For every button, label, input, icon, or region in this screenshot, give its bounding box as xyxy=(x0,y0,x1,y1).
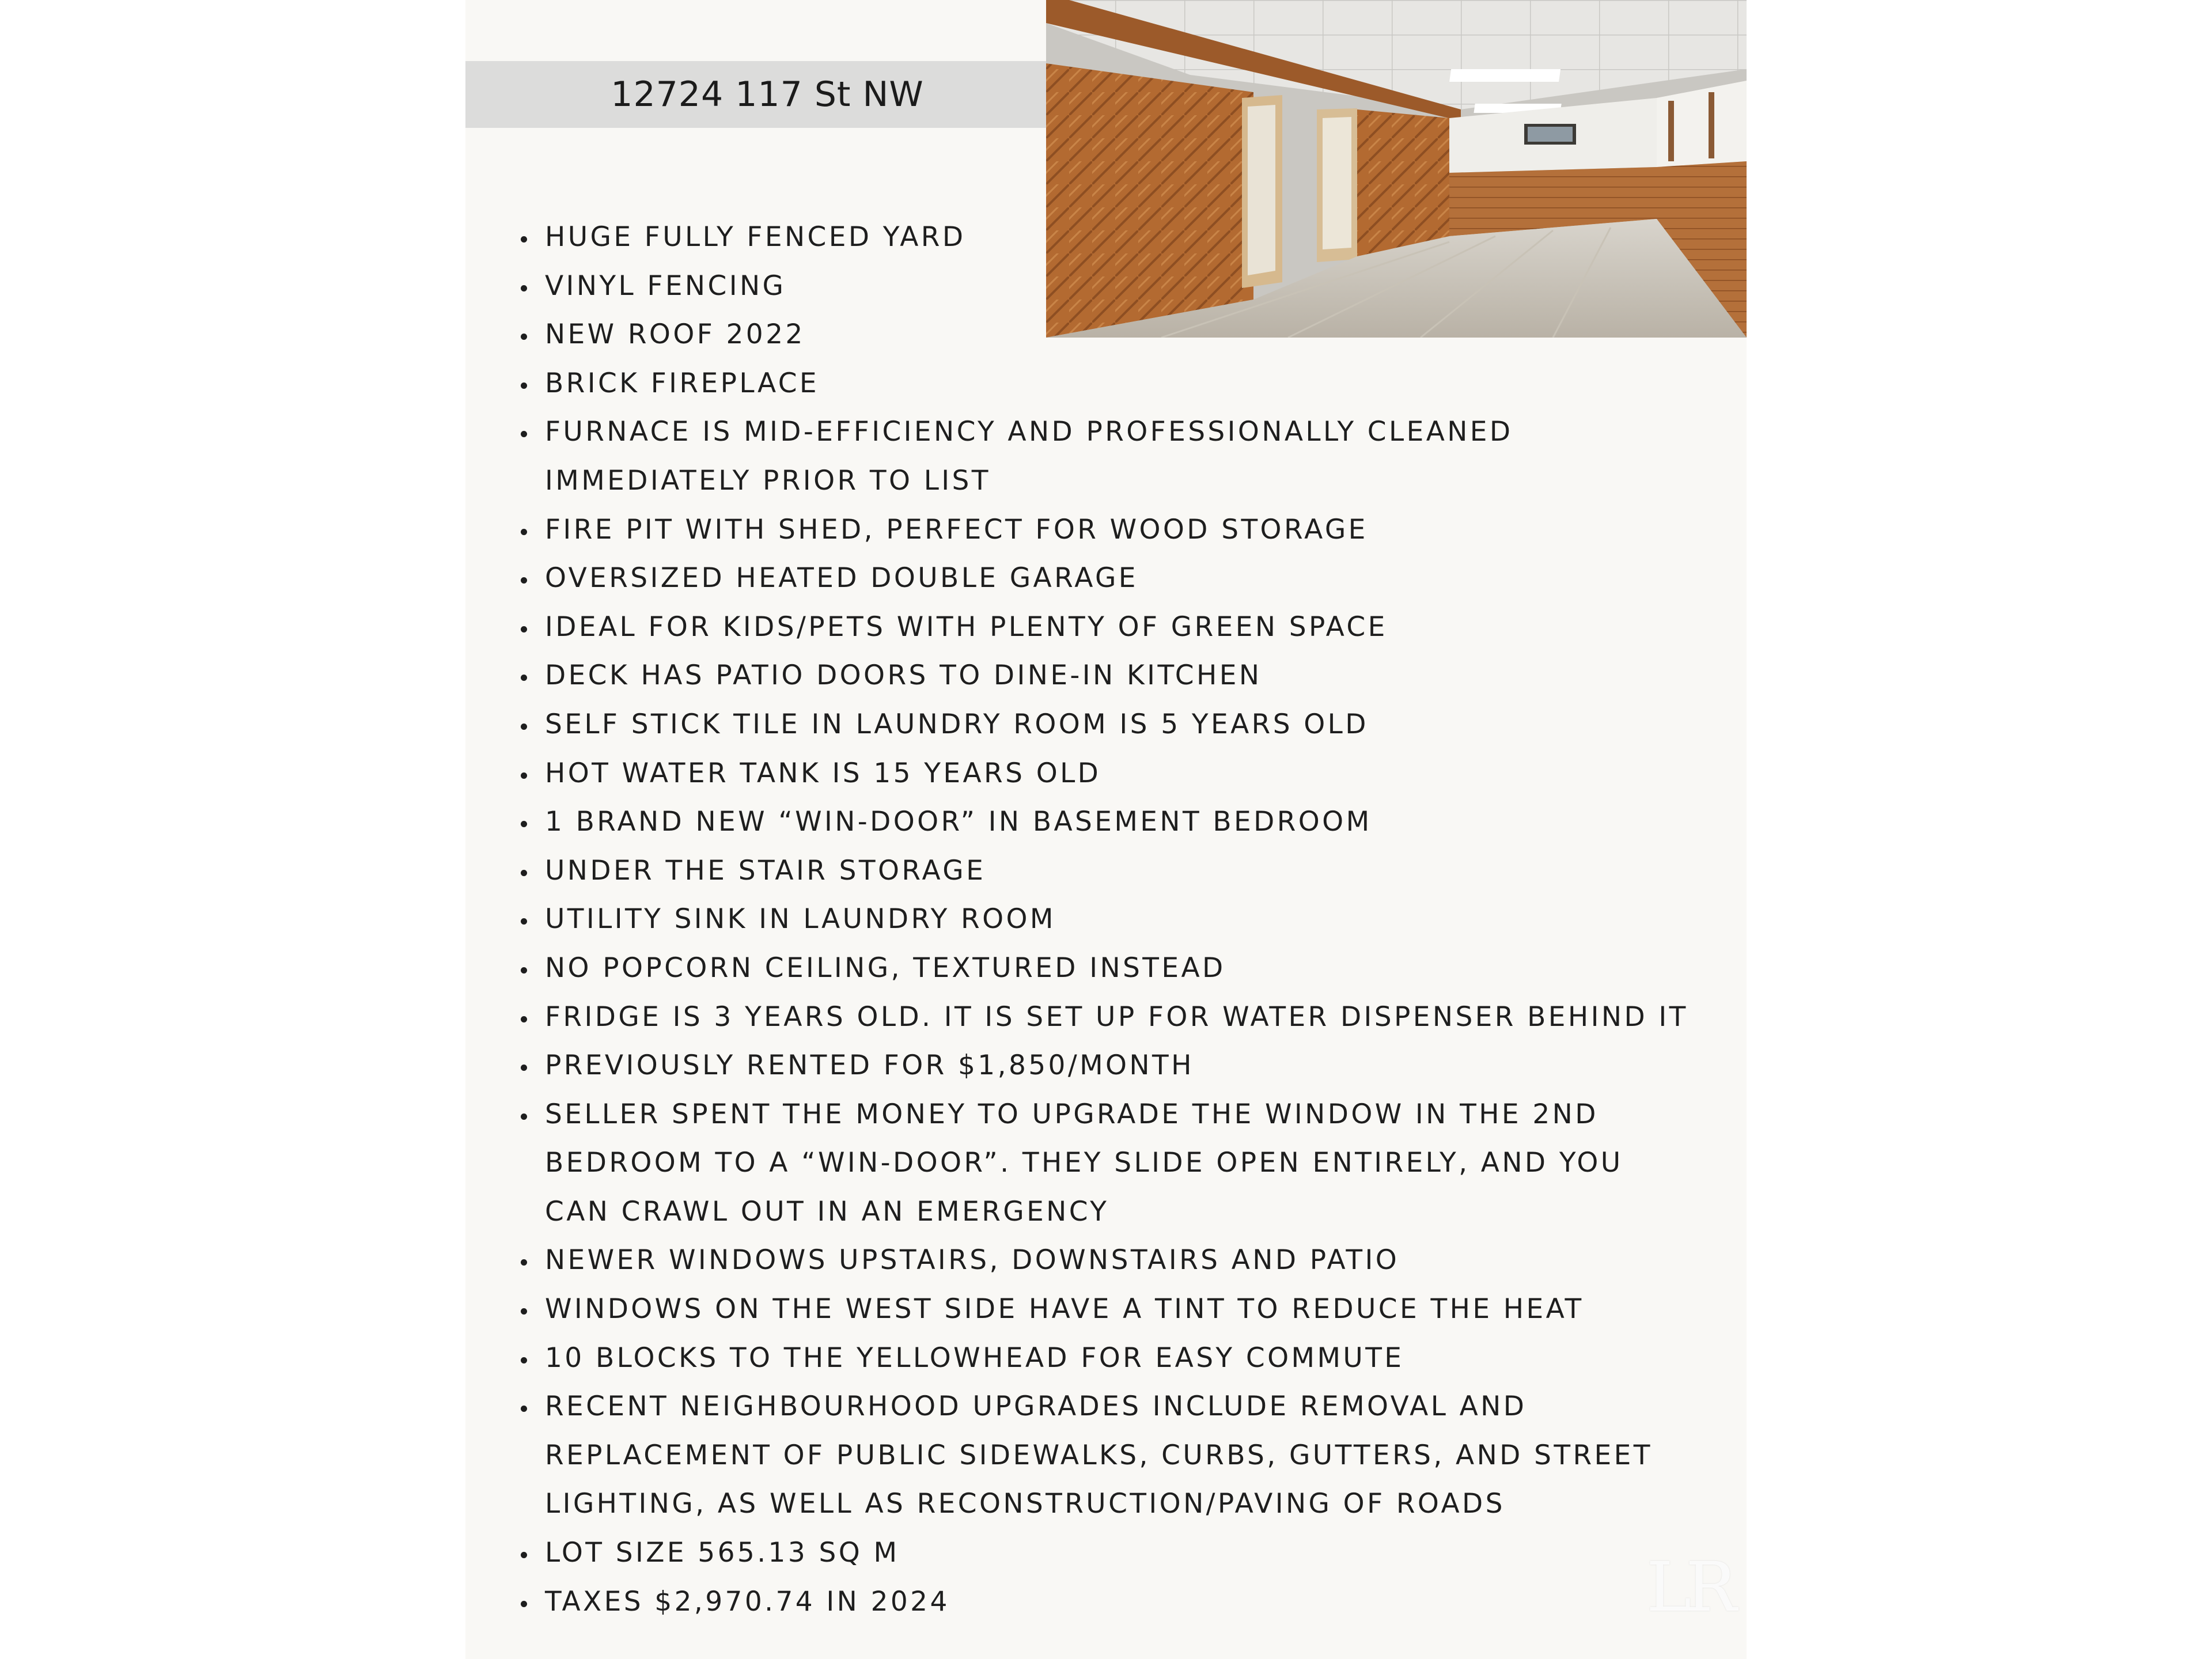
feature-item: BRICK FIREPLACE xyxy=(518,359,1728,408)
brokerage-logo-watermark xyxy=(1646,1545,1730,1629)
feature-item: PREVIOUSLY RENTED FOR $1,850/MONTH xyxy=(518,1041,1728,1090)
address-banner xyxy=(465,61,1046,128)
feature-item: 1 BRAND NEW “WIN-DOOR” IN BASEMENT BEDROOM xyxy=(518,798,1728,847)
feature-item: SELF STICK TILE IN LAUNDRY ROOM IS 5 YEARS OLD xyxy=(518,700,1728,749)
feature-item: NEW ROOF 2022 xyxy=(518,310,1728,359)
feature-item: RECENT NEIGHBOURHOOD UPGRADES INCLUDE REMOVAL AND REPLACEMENT OF PUBLIC SIDEWALKS, CURBS, GUTTERS, AND STREET LIGHTING, AS WELL AS RECONSTRUCTION/PAVING OF ROADS xyxy=(518,1382,1728,1529)
feature-item: WINDOWS ON THE WEST SIDE HAVE A TINT TO REDUCE THE HEAT xyxy=(518,1285,1728,1334)
feature-item: IDEAL FOR KIDS/PETS WITH PLENTY OF GREEN SPACE xyxy=(518,603,1728,652)
feature-list xyxy=(518,213,1728,1626)
address-title: 12724 117 St NW xyxy=(611,74,924,115)
feature-item: NO POPCORN CEILING, TEXTURED INSTEAD xyxy=(518,944,1728,993)
feature-item: TAXES $2,970.74 IN 2024 xyxy=(518,1578,1728,1627)
feature-item: UTILITY SINK IN LAUNDRY ROOM xyxy=(518,895,1728,944)
feature-item: FRIDGE IS 3 YEARS OLD. IT IS SET UP FOR WATER DISPENSER BEHIND IT xyxy=(518,993,1728,1042)
feature-item: FIRE PIT WITH SHED, PERFECT FOR WOOD STORAGE xyxy=(518,506,1728,555)
feature-item: DECK HAS PATIO DOORS TO DINE-IN KITCHEN xyxy=(518,652,1728,700)
feature-item: VINYL FENCING xyxy=(518,262,1728,311)
logo-text: LR xyxy=(1646,1547,1732,1627)
feature-item: LOT SIZE 565.13 SQ M xyxy=(518,1529,1728,1578)
feature-item: HOT WATER TANK IS 15 YEARS OLD xyxy=(518,749,1728,798)
feature-item: 10 BLOCKS TO THE YELLOWHEAD FOR EASY COMMUTE xyxy=(518,1334,1728,1383)
feature-item: FURNACE IS MID-EFFICIENCY AND PROFESSIONALLY CLEANED IMMEDIATELY PRIOR TO LIST xyxy=(518,408,1728,505)
feature-item: UNDER THE STAIR STORAGE xyxy=(518,847,1728,896)
feature-item: NEWER WINDOWS UPSTAIRS, DOWNSTAIRS AND PATIO xyxy=(518,1236,1728,1285)
feature-item: OVERSIZED HEATED DOUBLE GARAGE xyxy=(518,554,1728,603)
feature-item: HUGE FULLY FENCED YARD xyxy=(518,213,1728,262)
feature-item: SELLER SPENT THE MONEY TO UPGRADE THE WINDOW IN THE 2ND BEDROOM TO A “WIN-DOOR”. THEY SLIDE OPEN ENTIRELY, AND YOU CAN CRAWL OUT IN AN EMERGENCY xyxy=(518,1090,1728,1237)
